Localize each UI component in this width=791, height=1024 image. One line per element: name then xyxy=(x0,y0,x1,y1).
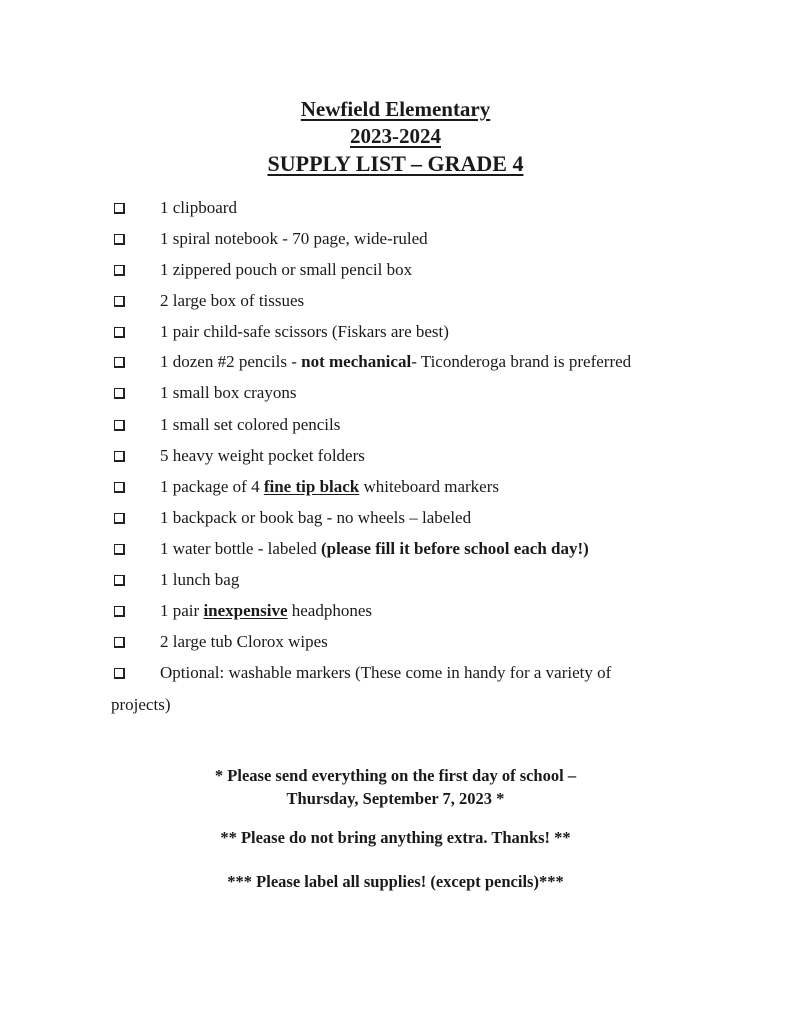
item-text-part: headphones xyxy=(287,601,373,620)
checkbox-icon xyxy=(114,451,125,462)
item-text: 2 large box of tissues xyxy=(160,291,305,310)
item-text-part: - Ticonderoga brand is preferred xyxy=(411,352,632,371)
item-text: 2 large tub Clorox wipes xyxy=(160,632,328,651)
item-text: 5 heavy weight pocket folders xyxy=(160,446,365,465)
item-text: 1 pair child-safe scissors (Fiskars are best) xyxy=(160,322,449,341)
item-text: 1 small set colored pencils xyxy=(160,415,341,434)
checkbox-icon xyxy=(114,420,125,431)
item-text: 1 zippered pouch or small pencil box xyxy=(160,260,413,279)
checkbox-icon xyxy=(114,234,125,245)
first-day-note xyxy=(0,764,791,810)
checkbox-icon xyxy=(114,637,125,648)
item-emphasis: (please fill it before school each day!) xyxy=(320,539,589,558)
checkbox-icon xyxy=(114,544,125,555)
item-continuation: projects) xyxy=(111,695,171,714)
item-text: 1 clipboard xyxy=(160,198,237,217)
item-text: 1 lunch bag xyxy=(160,570,240,589)
item-text-part: 1 package of 4 xyxy=(160,477,264,496)
item-text-part: 1 pair xyxy=(160,601,204,620)
item-text xyxy=(160,351,631,373)
item-text xyxy=(160,600,372,622)
checkbox-icon xyxy=(114,388,125,399)
label-supplies-note: *** Please label all supplies! (except pencils)*** xyxy=(227,872,564,891)
item-text xyxy=(160,476,499,498)
item-text: 1 spiral notebook - 70 page, wide-ruled xyxy=(160,229,428,248)
checkbox-icon xyxy=(114,265,125,276)
checkbox-icon xyxy=(114,296,125,307)
item-text-part: whiteboard markers xyxy=(359,477,499,496)
item-emphasis: not mechanical xyxy=(301,352,412,371)
item-text-part: 1 water bottle - labeled xyxy=(160,539,321,558)
checkbox-icon xyxy=(114,357,125,368)
document-header xyxy=(0,96,791,177)
checkbox-icon xyxy=(114,513,125,524)
checkbox-icon xyxy=(114,606,125,617)
item-text: 1 backpack or book bag - no wheels – labeled xyxy=(160,508,472,527)
checkbox-icon xyxy=(114,203,125,214)
list-title: SUPPLY LIST – GRADE 4 xyxy=(267,151,524,176)
checkbox-icon xyxy=(114,482,125,493)
first-day-note-line2: Thursday, September 7, 2023 * xyxy=(286,789,505,808)
no-extra-note: ** Please do not bring anything extra. Thanks! ** xyxy=(220,828,571,847)
checkbox-icon xyxy=(114,668,125,679)
item-text xyxy=(160,538,589,560)
checkbox-icon xyxy=(114,575,125,586)
item-emphasis: inexpensive xyxy=(203,601,288,620)
item-text: Optional: washable markers (These come in handy for a variety of xyxy=(160,663,612,682)
school-year: 2023-2024 xyxy=(350,124,441,148)
school-name: Newfield Elementary xyxy=(300,97,491,121)
first-day-note-line1: * Please send everything on the first day of school – xyxy=(214,766,577,785)
item-emphasis: fine tip black xyxy=(263,477,360,496)
checkbox-icon xyxy=(114,327,125,338)
item-text: 1 small box crayons xyxy=(160,383,297,402)
item-text-part: 1 dozen #2 pencils - xyxy=(160,352,302,371)
